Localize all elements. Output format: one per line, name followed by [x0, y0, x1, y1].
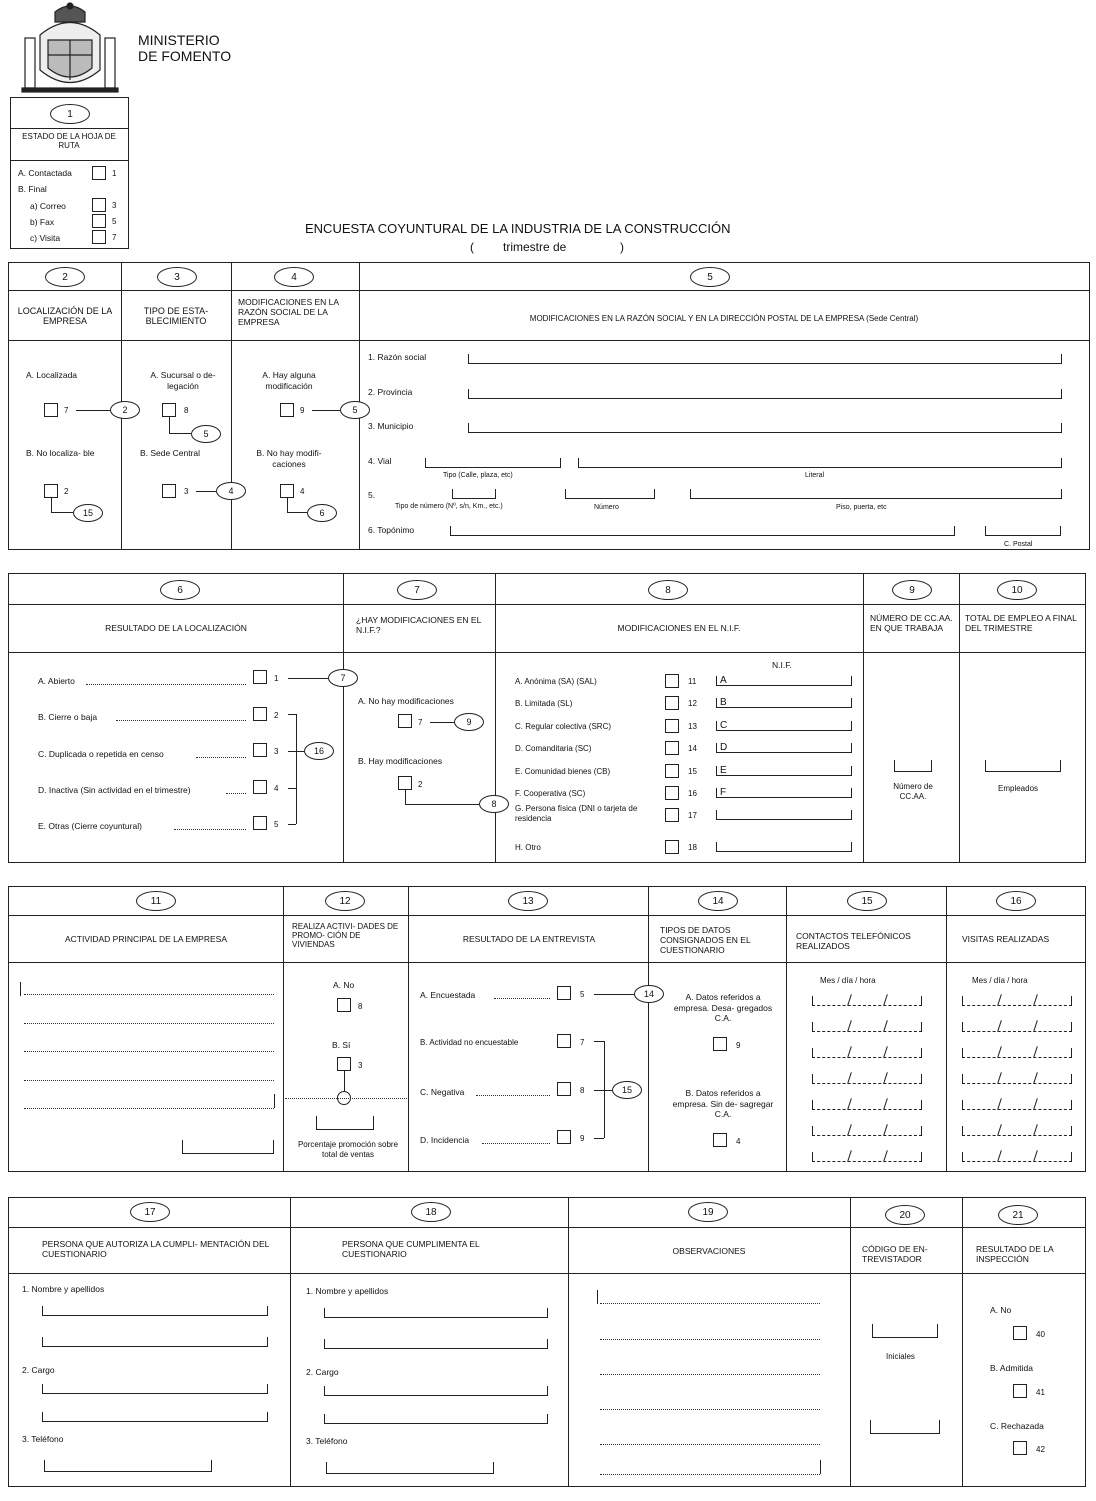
- ministry-line1: MINISTERIO: [138, 32, 220, 48]
- s8-nif-field[interactable]: [716, 810, 852, 820]
- slash-separator: [883, 1020, 888, 1032]
- slash-separator: [847, 994, 852, 1006]
- s12-a-checkbox[interactable]: [337, 998, 351, 1012]
- block-c: [8, 886, 1086, 1172]
- s8-nif-letter: F: [720, 787, 727, 798]
- s13-a-checkbox[interactable]: [557, 986, 571, 1000]
- visita-datetime-field[interactable]: [962, 1048, 1072, 1058]
- s8-row-label: F. Cooperativa (SC): [515, 789, 586, 798]
- slash-separator: [883, 1124, 888, 1136]
- s8-nif-field[interactable]: [716, 842, 852, 852]
- s1-a-checkbox[interactable]: [92, 166, 106, 180]
- municipio-field[interactable]: [468, 423, 1062, 433]
- section-13-number: 13: [508, 891, 548, 911]
- s8-nif-letter: A: [720, 675, 727, 686]
- s8-row-checkbox[interactable]: [665, 840, 679, 854]
- subtitle: trimestre de: [503, 240, 567, 254]
- s14-b-checkbox[interactable]: [713, 1133, 727, 1147]
- s8-row-checkbox[interactable]: [665, 696, 679, 710]
- section-12-number: 12: [325, 891, 365, 911]
- slash-separator: [1033, 1072, 1038, 1084]
- section-10-title: TOTAL DE EMPLEO A FINAL DEL TRIMESTRE: [965, 613, 1077, 633]
- slash-separator: [883, 1150, 888, 1162]
- section-7-title: ¿HAY MODIFICACIONES EN EL N.I.F.?: [356, 615, 482, 635]
- codigo-postal-field[interactable]: [985, 526, 1061, 536]
- section-2-title: LOCALIZACIÓN DE LA EMPRESA: [17, 306, 113, 327]
- s8-nif-field[interactable]: [716, 743, 852, 753]
- section-9-number: 9: [892, 580, 932, 600]
- numero-field[interactable]: [565, 489, 655, 499]
- section-9-title: NÚMERO DE CC.AA. EN QUE TRABAJA: [870, 613, 953, 633]
- observaciones-line-5[interactable]: [600, 1444, 820, 1445]
- section-17-title: PERSONA QUE AUTORIZA LA CUMPLI- MENTACIÓN DEL CUESTIONARIO: [42, 1239, 270, 1259]
- autoriza-telefono[interactable]: [44, 1460, 212, 1472]
- s8-nif-letter: E: [720, 765, 727, 776]
- s1-b-label: B. Final: [18, 184, 47, 194]
- section-5-title: MODIFICACIONES EN LA RAZÓN SOCIAL Y EN LA DIRECCIÓN POSTAL DE LA EMPRESA (Sede Central): [529, 314, 919, 323]
- slash-separator: [1033, 1020, 1038, 1032]
- vial-tipo-field[interactable]: [425, 458, 561, 468]
- actividad-line-5[interactable]: [24, 1108, 274, 1109]
- s14-a-checkbox[interactable]: [713, 1037, 727, 1051]
- section-18-title: PERSONA QUE CUMPLIMENTA EL CUESTIONARIO: [342, 1239, 480, 1259]
- tipo-numero-field[interactable]: [452, 489, 496, 499]
- s1-fax-checkbox[interactable]: [92, 214, 106, 228]
- section-11-title: ACTIVIDAD PRINCIPAL DE LA EMPRESA: [64, 934, 227, 944]
- section-4-title: MODIFICACIONES EN LA RAZÓN SOCIAL DE LA EMPRESA: [238, 297, 339, 327]
- contacto-datetime-field[interactable]: [812, 1100, 922, 1110]
- slash-separator: [847, 1150, 852, 1162]
- codigo-entrevistador-field[interactable]: [870, 1420, 940, 1434]
- autoriza-cargo-1[interactable]: [42, 1384, 268, 1394]
- toponimo-field[interactable]: [450, 526, 955, 536]
- slash-separator: [847, 1020, 852, 1032]
- section-20-title: CÓDIGO DE EN- TREVISTADOR: [862, 1244, 928, 1264]
- s6-e-checkbox[interactable]: [253, 816, 267, 830]
- section-17-number: 17: [130, 1202, 170, 1222]
- visita-datetime-field[interactable]: [962, 1022, 1072, 1032]
- slash-separator: [1033, 1046, 1038, 1058]
- section-6-number: 6: [160, 580, 200, 600]
- s8-row-label: G. Persona física (DNI o tarjeta de residencia: [515, 804, 638, 823]
- s6-b-checkbox[interactable]: [253, 707, 267, 721]
- cumplimenta-nombre-2[interactable]: [324, 1339, 548, 1349]
- s1-a-label: A. Contactada: [18, 168, 72, 178]
- observaciones-line-3[interactable]: [600, 1374, 820, 1375]
- actividad-line-1[interactable]: [24, 994, 274, 995]
- actividad-line-4[interactable]: [24, 1080, 274, 1081]
- observaciones-line-1[interactable]: [600, 1303, 820, 1304]
- slash-separator: [997, 1046, 1002, 1058]
- piso-field[interactable]: [690, 489, 1062, 499]
- contacto-datetime-field[interactable]: [812, 1152, 922, 1162]
- s8-row-checkbox[interactable]: [665, 764, 679, 778]
- section-20-number: 20: [885, 1205, 925, 1225]
- visita-datetime-field[interactable]: [962, 1100, 1072, 1110]
- section-21-title: RESULTADO DE LA INSPECCIÓN: [976, 1244, 1054, 1264]
- section-12-title: REALIZA ACTIVI- DADES DE PROMO- CIÓN DE VIVIENDAS: [292, 922, 399, 950]
- razon-social-field[interactable]: [468, 354, 1062, 364]
- s8-row-label: E. Comunidad bienes (CB): [515, 767, 611, 776]
- s8-row-checkbox[interactable]: [665, 786, 679, 800]
- slash-separator: [1033, 994, 1038, 1006]
- page-title: ENCUESTA COYUNTURAL DE LA INDUSTRIA DE LA CONSTRUCCIÓN: [305, 221, 731, 236]
- iniciales-field[interactable]: [872, 1324, 938, 1338]
- section-15-number: 15: [847, 891, 887, 911]
- s1-visita-checkbox[interactable]: [92, 230, 106, 244]
- section-14-title: TIPOS DE DATOS CONSIGNADOS EN EL CUESTIONARIO: [660, 925, 751, 955]
- s8-nif-field[interactable]: [716, 766, 852, 776]
- section-8-title: MODIFICACIONES EN EL N.I.F.: [617, 623, 741, 633]
- slash-separator: [1033, 1150, 1038, 1162]
- autoriza-nombre-2[interactable]: [42, 1337, 268, 1347]
- observaciones-line-4[interactable]: [600, 1409, 820, 1410]
- section-19-number: 19: [688, 1202, 728, 1222]
- s6-d-checkbox[interactable]: [253, 780, 267, 794]
- slash-separator: [883, 994, 888, 1006]
- provincia-field[interactable]: [468, 389, 1062, 399]
- s6-a-checkbox[interactable]: [253, 670, 267, 684]
- visita-datetime-field[interactable]: [962, 996, 1072, 1006]
- ministry-line2: DE FOMENTO: [138, 48, 232, 64]
- s7-b-checkbox[interactable]: [398, 776, 412, 790]
- s8-nif-letter: C: [720, 720, 728, 731]
- slash-separator: [997, 1020, 1002, 1032]
- section-6-title: RESULTADO DE LA LOCALIZACIÓN: [105, 623, 247, 633]
- section-11-number: 11: [136, 891, 176, 911]
- slash-separator: [883, 1072, 888, 1084]
- slash-separator: [997, 1098, 1002, 1110]
- visita-datetime-field[interactable]: [962, 1126, 1072, 1136]
- section-13-title: RESULTADO DE LA ENTREVISTA: [462, 934, 596, 944]
- s8-row-label: A. Anónima (SA) (SAL): [515, 677, 597, 686]
- s1-correo-checkbox[interactable]: [92, 198, 106, 212]
- contacto-datetime-field[interactable]: [812, 1126, 922, 1136]
- cumplimenta-cargo-1[interactable]: [324, 1386, 548, 1396]
- slash-separator: [997, 1150, 1002, 1162]
- porcentaje-field[interactable]: [316, 1116, 374, 1130]
- s8-nif-field[interactable]: [716, 676, 852, 686]
- slash-separator: [883, 1046, 888, 1058]
- section-3-number: 3: [157, 267, 197, 287]
- section-19-title: OBSERVACIONES: [672, 1246, 746, 1256]
- section-5-number: 5: [690, 267, 730, 287]
- s21-b-checkbox[interactable]: [1013, 1384, 1027, 1398]
- s21-c-checkbox[interactable]: [1013, 1441, 1027, 1455]
- slash-separator: [1033, 1124, 1038, 1136]
- slash-separator: [997, 994, 1002, 1006]
- s21-a-checkbox[interactable]: [1013, 1326, 1027, 1340]
- slash-separator: [847, 1072, 852, 1084]
- s8-row-checkbox[interactable]: [665, 808, 679, 822]
- s8-row-checkbox[interactable]: [665, 719, 679, 733]
- s4-b-checkbox[interactable]: [280, 484, 294, 498]
- slash-separator: [997, 1124, 1002, 1136]
- s7-a-checkbox[interactable]: [398, 714, 412, 728]
- slash-separator: [997, 1072, 1002, 1084]
- section-10-number: 10: [997, 580, 1037, 600]
- s1-fax-label: b) Fax: [30, 217, 55, 227]
- section-1-number: 1: [50, 104, 90, 124]
- observaciones-line-6[interactable]: [600, 1474, 820, 1475]
- s8-nif-field[interactable]: [716, 698, 852, 708]
- section-4-number: 4: [274, 267, 314, 287]
- s1-correo-label: a) Correo: [30, 201, 66, 211]
- s8-row-checkbox[interactable]: [665, 741, 679, 755]
- section-16-title: VISITAS REALIZADAS: [962, 934, 1050, 944]
- s8-row-label: C. Regular colectiva (SRC): [515, 722, 612, 731]
- slash-separator: [1033, 1098, 1038, 1110]
- section-1-title: ESTADO DE LA HOJA DE RUTA: [22, 132, 116, 151]
- slash-separator: [847, 1124, 852, 1136]
- s2-b-checkbox[interactable]: [44, 484, 58, 498]
- section-16-number: 16: [996, 891, 1036, 911]
- section-15-title: CONTACTOS TELEFÓNICOS REALIZADOS: [796, 931, 911, 951]
- actividad-line-3[interactable]: [24, 1051, 274, 1052]
- contacto-datetime-field[interactable]: [812, 1048, 922, 1058]
- s8-row-label: D. Comanditaria (SC): [515, 744, 592, 753]
- s6-c-checkbox[interactable]: [253, 743, 267, 757]
- vial-literal-field[interactable]: [578, 458, 1062, 468]
- s8-nif-letter: B: [720, 697, 727, 708]
- slash-separator: [883, 1098, 888, 1110]
- s13-c-checkbox[interactable]: [557, 1082, 571, 1096]
- s13-d-checkbox[interactable]: [557, 1130, 571, 1144]
- s2-a-checkbox[interactable]: [44, 403, 58, 417]
- autoriza-nombre-1[interactable]: [42, 1306, 268, 1316]
- s8-nif-field[interactable]: [716, 721, 852, 731]
- autoriza-cargo-2[interactable]: [42, 1412, 268, 1422]
- section-2-number: 2: [45, 267, 85, 287]
- section-3-title: TIPO DE ESTA- BLECIMIENTO: [143, 306, 209, 327]
- s8-row-label: B. Limitada (SL): [515, 699, 573, 708]
- s3-b-checkbox[interactable]: [162, 484, 176, 498]
- s8-row-label: H. Otro: [515, 843, 541, 852]
- section-8-number: 8: [648, 580, 688, 600]
- contacto-datetime-field[interactable]: [812, 1022, 922, 1032]
- section-7-number: 7: [397, 580, 437, 600]
- section-18-number: 18: [411, 1202, 451, 1222]
- actividad-line-2[interactable]: [24, 1023, 274, 1024]
- cumplimenta-telefono[interactable]: [326, 1462, 494, 1474]
- s3-a-checkbox[interactable]: [162, 403, 176, 417]
- s8-row-checkbox[interactable]: [665, 674, 679, 688]
- observaciones-line-2[interactable]: [600, 1339, 820, 1340]
- cumplimenta-nombre-1[interactable]: [324, 1308, 548, 1318]
- s13-b-checkbox[interactable]: [557, 1034, 571, 1048]
- contacto-datetime-field[interactable]: [812, 996, 922, 1006]
- num-ccaa-field[interactable]: [894, 760, 932, 772]
- cumplimenta-cargo-2[interactable]: [324, 1414, 548, 1424]
- slash-separator: [847, 1046, 852, 1058]
- s1-visita-label: c) Visita: [30, 233, 61, 243]
- slash-separator: [847, 1098, 852, 1110]
- s4-a-checkbox[interactable]: [280, 403, 294, 417]
- contacto-datetime-field[interactable]: [812, 1074, 922, 1084]
- s8-nif-letter: D: [720, 742, 728, 753]
- visita-datetime-field[interactable]: [962, 1152, 1072, 1162]
- section-21-number: 21: [998, 1205, 1038, 1225]
- s8-nif-field[interactable]: [716, 788, 852, 798]
- empleados-field[interactable]: [985, 760, 1061, 772]
- visita-datetime-field[interactable]: [962, 1074, 1072, 1084]
- actividad-code-field[interactable]: [182, 1140, 274, 1154]
- section-14-number: 14: [698, 891, 738, 911]
- s12-b-checkbox[interactable]: [337, 1057, 351, 1071]
